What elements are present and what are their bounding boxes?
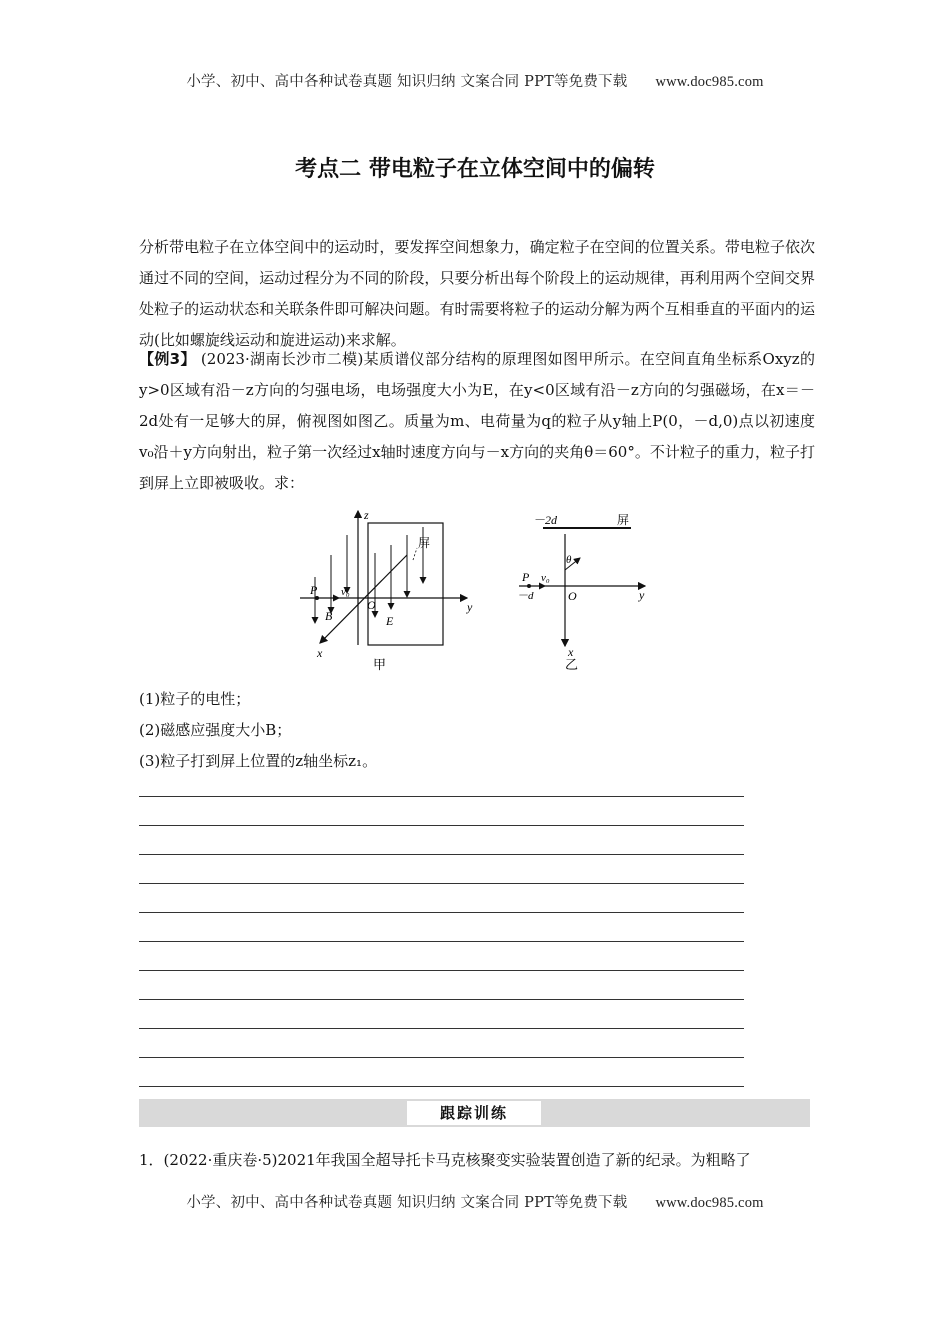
fig1-x-label: x: [317, 646, 323, 660]
question-2: (2)磁感应强度大小B；: [139, 721, 292, 739]
answer-line: [139, 854, 744, 855]
answer-line: [139, 883, 744, 884]
problem-1: 1．(2022·重庆卷·5)2021年我国全超导托卡马克核聚变实验装置创造了新的纪录。为粗略了: [139, 1151, 751, 1169]
page-footer: [0, 1191, 950, 1212]
figure-jia: [295, 505, 490, 675]
answer-line: [139, 1057, 744, 1058]
fig2-y-label: y: [639, 588, 645, 602]
fig2-theta-label: θ: [566, 554, 572, 566]
answer-line: [139, 1028, 744, 1029]
example-body: (2023·湖南长沙市二模)某质谱仪部分结构的原理图如图甲所示。在空间直角坐标系Oxyz的y>0区域有沿－z方向的匀强电场，电场强度大小为E，在y<0区域有沿－z方向的匀强磁场，在x＝－2d处有一足够大的屏，俯视图如图乙。质量为m、电荷量为q的粒子从y轴上P(0，－d,0)点以初速度v₀沿＋y方向射出，粒子第一次经过x轴时速度方向与－x方向的夹角θ＝60°。不计粒子的重力，粒子打到屏上立即被吸收。求：: [139, 350, 815, 492]
section-title: 考点二 带电粒子在立体空间中的偏转: [295, 157, 655, 182]
fig1-e-label: E: [386, 614, 394, 628]
fig1-origin-label: O: [367, 598, 376, 612]
fig2-screen-label: 屏: [617, 513, 630, 527]
fig2-caption: 乙: [565, 657, 579, 672]
fig2-origin-label: O: [568, 589, 577, 603]
fig2-x-label: x: [568, 645, 574, 659]
footer-text: 小学、初中、高中各种试卷真题 知识归纳 文案合同 PPT等免费下载: [186, 1195, 628, 1211]
answer-line: [139, 796, 744, 797]
answer-line: [139, 1086, 744, 1087]
footer-site[interactable]: www.doc985.com: [655, 1195, 764, 1211]
answer-line: [139, 825, 744, 826]
tracking-banner: [139, 1099, 810, 1127]
answer-line: [139, 999, 744, 1000]
answer-line: [139, 970, 744, 971]
header-site[interactable]: www.doc985.com: [655, 74, 764, 90]
question-1: (1)粒子的电性；: [139, 690, 251, 708]
fig1-y-label: y: [467, 600, 473, 614]
fig1-z-label: z: [364, 508, 369, 522]
answer-line: [139, 941, 744, 942]
tracking-label: 跟踪训练: [407, 1101, 541, 1125]
fig1-caption: 甲: [373, 657, 387, 672]
fig2-v0-label: v₀: [541, 572, 550, 584]
example-paragraph: [139, 344, 815, 499]
page-header: [0, 70, 950, 91]
answer-line: [139, 912, 744, 913]
fig2-p-label: P: [522, 570, 530, 584]
example-tag: 【例3】: [139, 350, 196, 368]
fig1-v0-label: v₀: [341, 586, 350, 598]
figure-yi: [505, 508, 655, 673]
fig1-screen-label: 屏: [418, 536, 431, 550]
fig2-negd-label: －d: [517, 590, 534, 602]
question-3: (3)粒子打到屏上位置的z轴坐标z₁。: [139, 752, 378, 770]
fig1-p-label: P: [310, 583, 318, 597]
fig1-b-label: B: [325, 609, 333, 623]
fig2-neg2d-label: －2d: [533, 513, 558, 527]
header-text: 小学、初中、高中各种试卷真题 知识归纳 文案合同 PPT等免费下载: [186, 74, 628, 90]
intro-paragraph: 分析带电粒子在立体空间中的运动时，要发挥空间想象力，确定粒子在空间的位置关系。带电粒子依次通过不同的空间，运动过程分为不同的阶段，只要分析出每个阶段上的运动规律，再利用两个空间交界处粒子的运动状态和关联条件即可解决问题。有时需要将粒子的运动分解为两个互相垂直的平面内的运动(比如螺旋线运动和旋进运动)来求解。: [139, 238, 815, 349]
